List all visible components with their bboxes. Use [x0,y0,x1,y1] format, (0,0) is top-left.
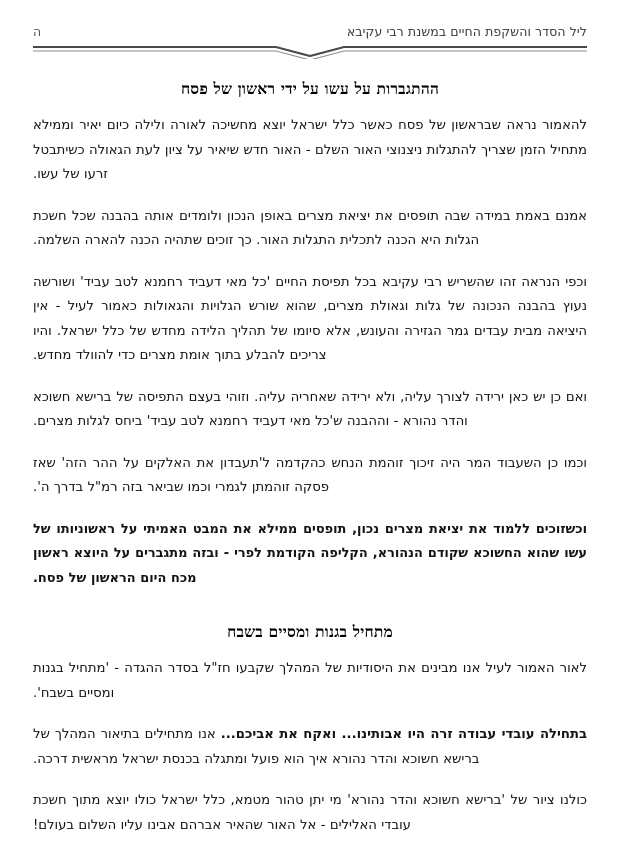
paragraph-7: לאור האמור לעיל אנו מבינים את היסודיות של המהלך שקבעו חז"ל בסדר ההגדה - 'מתחיל בגנות ומסיים בשבח'. [33,661,587,701]
header-decorative-rule [33,45,587,59]
page-number: ה [33,24,42,39]
page-header [33,20,587,54]
paragraph-5: וכמו כן השעבוד המר היה זיכוך זוהמת הנחש כהקדמה ל'תעבדון את האלקים על ההר הזה' שאז פסקה זוהמתן לגמרי וכמו שביאר בזה רמ"ל בדרך ה'. [33,455,587,495]
paragraph-4: ואם כן יש כאן ירידה לצורך עליה, ולא ירידה שאחריה עליה. וזוהי בעצם התפיסה של ברישא חשוכא והדר נהורא - וההבנה ש'כל מאי דעביד רחמנא לטב עביד' ביחס לגלות מצרים. [33,389,587,429]
header-row [33,20,587,40]
page-content [33,78,587,855]
paragraph-1: להאמור נראה שבראשון של פסח כאשר כלל ישראל יוצא מחשיכה לאורה ולילה כיום יאיר וממילא מתחיל הזמן שצריך להתגלות ניצנוצי האור השלם - האור חדש שיאיר על ציון לעת הגאולה כשיתבטל זרעו של עשו. [33,118,587,182]
section-heading-1: ההתגברות על עשו על ידי ראשון של פסח [180,79,440,98]
paragraph-9: כולנו ציור של 'ברישא חשוכא והדר נהורא' מי יתן טהור מטמא, כלל ישראל כולו יוצא מתוך חשכת עובדי האלילים - אל האור שהאיר אברהם אבינו עליו השלום בעולם! [33,793,587,833]
paragraph-3: וכפי הנראה זהו שהשריש רבי עקיבא בכל תפיסת החיים 'כל מאי דעביד רחמנא לטב עביד' ושורשה נעוץ בהבנה הנכונה של גלות וגאולת מצרים, שהוא שורש הגלויות והגאולות כאמור לעיל - אין היציאה מבית עבדים גמר הגזירה והעונש, אלא סיומו של תהליך הלידה מחדש של כלל ישראל. והיו צריכים להבלע בתוך אומת מצרים כדי להוולד מחדש. [33,274,587,363]
running-title: ליל הסדר והשקפת החיים במשנת רבי עקיבא [346,24,587,39]
paragraph-8 [33,723,587,772]
section-heading-2: מתחיל בגנות ומסיים בשבח [227,622,393,641]
paragraph-2: אמנם באמת במידה שבה תופסים את יציאת מצרים באופן הנכון ולומדים אותה בהבנה שכל חשכת הגלות היא הכנה לתכלית התגלות האור. כך זוכים שתהיה הכנה להארה השלמה. [33,208,587,248]
paragraph-8-continuation: אנו מתחילים בתיאור המהלך של ברישא חשוכא והדר נהורא איך הוא פועל ומתגלה בכנסת ישראל מראשית דרכה. [33,727,480,767]
paragraph-8-quote: בתחילה עובדי עבודה זרה היו אבותינו... ואקח את אביכם... [220,727,587,742]
paragraph-6-emphasized: וכשזוכים ללמוד את יציאת מצרים נכון, תופסים ממילא את המבט האמיתי על ראשוניותו של עשו שהוא החשוכא שקודם הנהורא, הקליפה הקודמת לפרי - ובזה מתגברים על היוצא ראשון מכח היום הראשון של פסח. [33,521,587,586]
